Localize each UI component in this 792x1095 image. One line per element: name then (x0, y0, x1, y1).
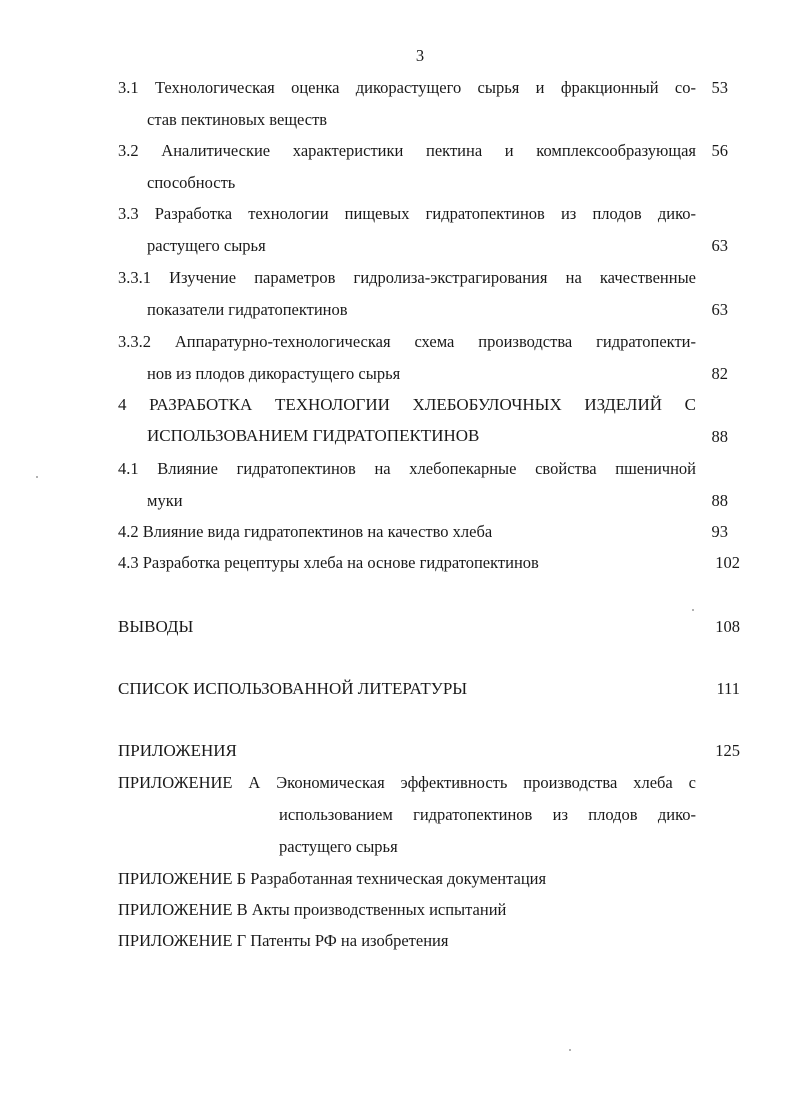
toc-appendices-label: ПРИЛОЖЕНИЯ (118, 741, 237, 760)
toc-entry-3-3-2-page: 82 (711, 364, 728, 383)
toc-appendix-a-line2: использованием гидратопектинов из плодов дико- (279, 805, 696, 824)
toc-entry-4-line1: 4 РАЗРАБОТКА ТЕХНОЛОГИИ ХЛЕБОБУЛОЧНЫХ ИЗДЕЛИЙ С (118, 395, 696, 414)
toc-appendix-a-line3: растущего сырья (279, 837, 398, 856)
toc-entry-3-2-line1: 3.2 Аналитические характеристики пектина и комплексообразующая (118, 141, 696, 160)
toc-entry-3-3-line1: 3.3 Разработка технологии пищевых гидратопектинов из плодов дико- (118, 204, 696, 223)
toc-entry-3-1-line1: 3.1 Технологическая оценка дикорастущего сырья и фракционный со- (118, 78, 696, 97)
toc-references-label: СПИСОК ИСПОЛЬЗОВАННОЙ ЛИТЕРАТУРЫ (118, 679, 468, 698)
toc-appendix-b-line1: ПРИЛОЖЕНИЕ Б Разработанная техническая документация (118, 869, 547, 888)
toc-entry-3-2-line2: способность (147, 173, 236, 192)
toc-entry-4-2-line1: 4.2 Влияние вида гидратопектинов на качество хлеба (118, 522, 493, 541)
scan-speck (36, 476, 38, 478)
toc-entry-3-3-line2: растущего сырья (147, 236, 266, 255)
toc-entry-4-line2: ИСПОЛЬЗОВАНИЕМ ГИДРАТОПЕКТИНОВ (147, 426, 480, 445)
toc-entry-3-1-line2: став пектиновых веществ (147, 110, 328, 129)
toc-entry-4-page: 88 (711, 427, 728, 446)
toc-entry-3-3-1-line2: показатели гидратопектинов (147, 300, 348, 319)
toc-entry-3-3-1-page: 63 (711, 300, 728, 319)
toc-conclusions-page: 108 (715, 617, 740, 636)
toc-appendix-a-line1: ПРИЛОЖЕНИЕ А Экономическая эффективность производства хлеба с (118, 773, 696, 792)
toc-entry-3-3-page: 63 (711, 236, 728, 255)
toc-references-page: 111 (716, 679, 740, 698)
toc-entry-4-3-page: 102 (715, 553, 740, 572)
toc-entry-3-3-2-line1: 3.3.2 Аппаратурно-технологическая схема производства гидратопекти- (118, 332, 696, 351)
toc-entry-3-3-2-line2: нов из плодов дикорастущего сырья (147, 364, 401, 383)
toc-appendix-v-line1: ПРИЛОЖЕНИЕ В Акты производственных испытаний (118, 900, 507, 919)
toc-entry-4-3-line1: 4.3 Разработка рецептуры хлеба на основе гидратопектинов (118, 553, 539, 572)
toc-entry-4-2-page: 93 (711, 522, 728, 541)
scan-speck (692, 609, 694, 611)
toc-entry-4-1-page: 88 (711, 491, 728, 510)
toc-appendices-page: 125 (715, 741, 740, 760)
toc-entry-4-1-line2: муки (147, 491, 183, 510)
toc-entry-3-3-1-line1: 3.3.1 Изучение параметров гидролиза-экстрагирования на качественные (118, 268, 696, 287)
toc-conclusions-label: ВЫВОДЫ (118, 617, 194, 636)
scan-speck (569, 1049, 571, 1051)
toc-appendix-g-line1: ПРИЛОЖЕНИЕ Г Патенты РФ на изобретения (118, 931, 449, 950)
page-number: 3 (415, 46, 425, 65)
toc-entry-3-2-page: 56 (711, 141, 728, 160)
toc-entry-4-1-line1: 4.1 Влияние гидратопектинов на хлебопекарные свойства пшеничной (118, 459, 696, 478)
toc-entry-3-1-page: 53 (711, 78, 728, 97)
